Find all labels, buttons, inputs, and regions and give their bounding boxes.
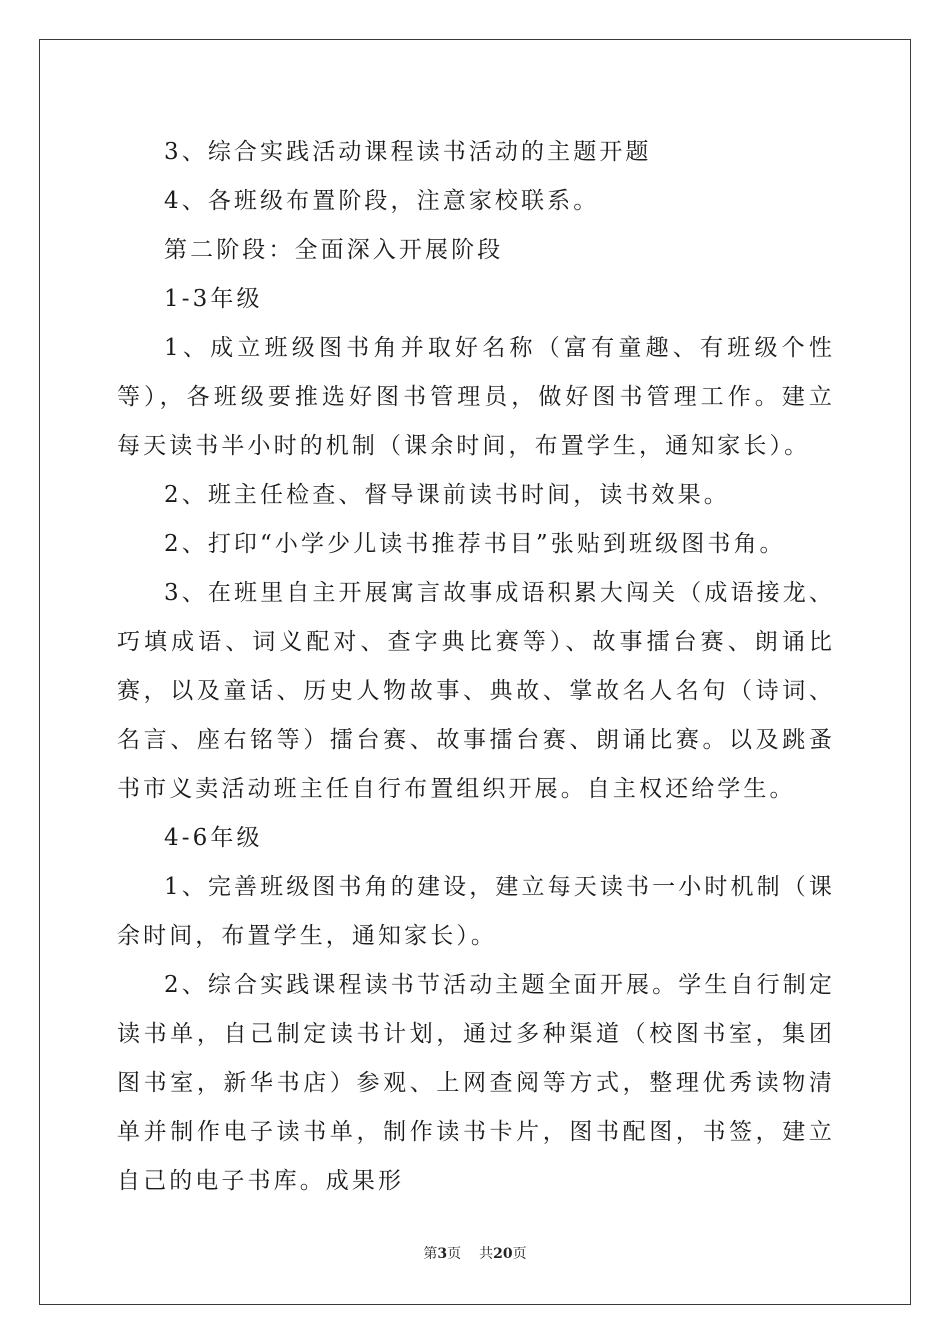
- grade-heading-1-3: 1-3年级: [164, 286, 263, 312]
- total-suffix: 页: [512, 1246, 527, 1262]
- paragraph-6: 2、班主任检查、督导课前读书时间，读书效果。: [164, 482, 730, 508]
- document-body: [117, 128, 835, 1206]
- page-number: 3: [437, 1246, 448, 1262]
- paragraph-11: 2、综合实践课程读书节活动主题全面开展。学生自行制定读书单，自己制定读书计划，通过多种渠道（校图书室，集团图书室，新华书店）参观、上网查阅等方式，整理优秀读物清单并制作电子读书单，制作读书卡片，图书配图，书签，建立自己的电子书库。成果形: [117, 972, 835, 1194]
- total-prefix: 共: [479, 1246, 494, 1262]
- paragraph-7: 2、打印“小学少儿读书推荐书目”张贴到班级图书角。: [164, 531, 786, 557]
- paragraph-1: 3、综合实践活动课程读书活动的主题开题: [164, 139, 652, 165]
- paragraph-5: 1、成立班级图书角并取好名称（富有童趣、有班级个性等），各班级要推选好图书管理员，做好图书管理工作。建立每天读书半小时的机制（课余时间，布置学生，通知家长）。: [117, 335, 835, 459]
- paragraph-2: 4、各班级布置阶段，注意家校联系。: [164, 188, 600, 214]
- section-heading-stage-two: 第二阶段：全面深入开展阶段: [164, 237, 504, 263]
- paragraph-10: 1、完善班级图书角的建设，建立每天读书一小时机制（课余时间，布置学生，通知家长）。: [117, 874, 835, 949]
- page-suffix: 页: [447, 1246, 462, 1262]
- page-prefix: 第: [423, 1246, 438, 1262]
- page-footer: [0, 1244, 950, 1264]
- total-pages: 20: [493, 1246, 513, 1262]
- paragraph-8: 3、在班里自主开展寓言故事成语积累大闯关（成语接龙、巧填成语、词义配对、查字典比赛等）、故事擂台赛、朗诵比赛，以及童话、历史人物故事、典故、掌故名人名句（诗词、名言、座右铭等）擂台赛、故事擂台赛、朗诵比赛。以及跳蚤书市义卖活动班主任自行布置组织开展。自主权还给学生。: [117, 580, 835, 802]
- grade-heading-4-6: 4-6年级: [164, 825, 263, 851]
